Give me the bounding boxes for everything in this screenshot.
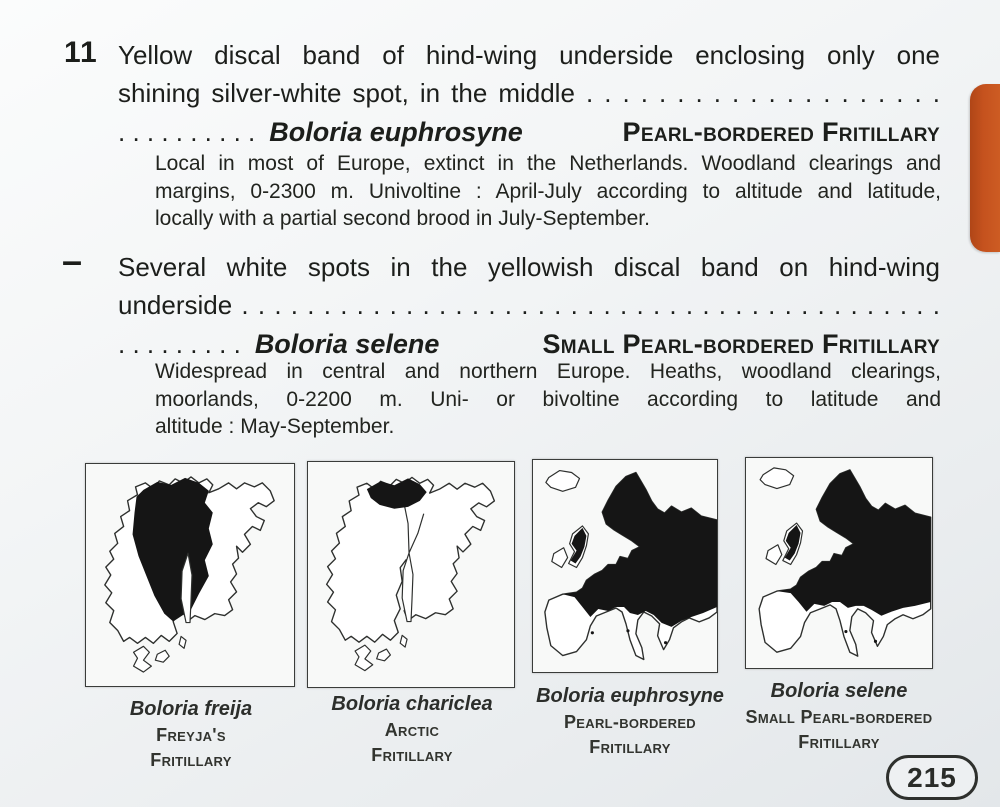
common-name-euphrosyne: Pearl-bordered Fritillary [622, 117, 940, 147]
caption-species: Boloria freija [129, 698, 253, 720]
caption-common-name: Fritillary [371, 745, 453, 765]
europe-map-svg [533, 460, 717, 672]
fennoscandia-map-svg [86, 464, 294, 686]
caption-common-name: Arctic [384, 720, 440, 740]
description-line: moorlands, 0-2200 m. Uni- or bivoltine according to latitude and [155, 387, 941, 411]
distribution-speckle [844, 630, 847, 633]
map-caption-euphrosyne [536, 683, 724, 760]
key-line: Yellow discal band of hind-wing underside enclosing only one [118, 40, 940, 70]
description-line: margins, 0-2300 m. Univoltine : April-July according to altitude and latitude, [155, 179, 941, 203]
europe-map-svg [746, 458, 932, 668]
key-entry-dash: – [62, 240, 83, 281]
description-line: altitude : May-September. [155, 415, 395, 438]
key-entry-alt [118, 248, 940, 363]
species-description-selene [155, 358, 941, 441]
distribution-map-boloria-freija [85, 463, 295, 687]
description-line: Local in most of Europe, extinct in the Netherlands. Woodland clearings and [155, 152, 941, 175]
distribution-map-boloria-euphrosyne [532, 459, 718, 673]
map-caption-chariclea [331, 691, 492, 768]
page-number-badge [886, 755, 978, 800]
key-line: underside . . . . . . . . . . . . . . . . . . . . . . . . . . . . . . . . . . . . . . . . . . . [118, 290, 940, 320]
caption-common-name: Fritillary [798, 732, 880, 752]
species-name-euphrosyne: Boloria euphrosyne [269, 117, 523, 147]
map-caption-freija [130, 696, 252, 773]
key-line: shining silver-white spot, in the middle . . . . . . . . . . . . . . . . . . . . [118, 78, 940, 108]
distribution-speckle [591, 631, 594, 634]
fennoscandia-map-svg [308, 462, 514, 687]
distribution-speckle [626, 629, 629, 632]
distribution-map-boloria-selene [745, 457, 933, 669]
key-entry-11 [118, 36, 940, 151]
caption-common-name: Fritillary [589, 737, 671, 757]
leader-dots: . . . . . . . . . [118, 329, 241, 359]
iceland-outline [760, 468, 794, 489]
key-entry-number: 11 [64, 36, 98, 69]
iceland-outline [546, 471, 580, 492]
denmark-outline [355, 645, 373, 671]
distribution-speckle [664, 641, 667, 644]
common-name-selene: Small Pearl-bordered Fritillary [542, 329, 940, 359]
caption-species: Boloria selene [770, 680, 908, 702]
page-number: 215 [907, 761, 957, 793]
description-line: Widespread in central and northern Europe. Heaths, woodland clearings, [155, 360, 941, 383]
distribution-fill [563, 473, 717, 627]
section-thumb-tab [970, 84, 1000, 252]
caption-common-name: Freyja's [156, 725, 226, 745]
leader-dots: . . . . . . . . . . [118, 117, 256, 147]
description-line: locally with a partial second brood in July-September. [155, 207, 650, 230]
distribution-map-boloria-chariclea [307, 461, 515, 688]
caption-common-name: Pearl-bordered [564, 712, 696, 732]
species-result-line [118, 113, 940, 151]
species-description-euphrosyne [155, 150, 941, 233]
species-name-selene: Boloria selene [254, 329, 440, 359]
caption-common-name: Small Pearl-bordered [745, 707, 933, 727]
map-caption-selene [746, 678, 933, 755]
key-line: Several white spots in the yellowish discal band on hind-wing [118, 252, 940, 282]
caption-species: Boloria euphrosyne [536, 685, 724, 707]
caption-common-name: Fritillary [150, 750, 232, 770]
distribution-speckle [874, 640, 877, 643]
caption-species: Boloria chariclea [331, 693, 493, 715]
denmark-outline [134, 646, 152, 672]
